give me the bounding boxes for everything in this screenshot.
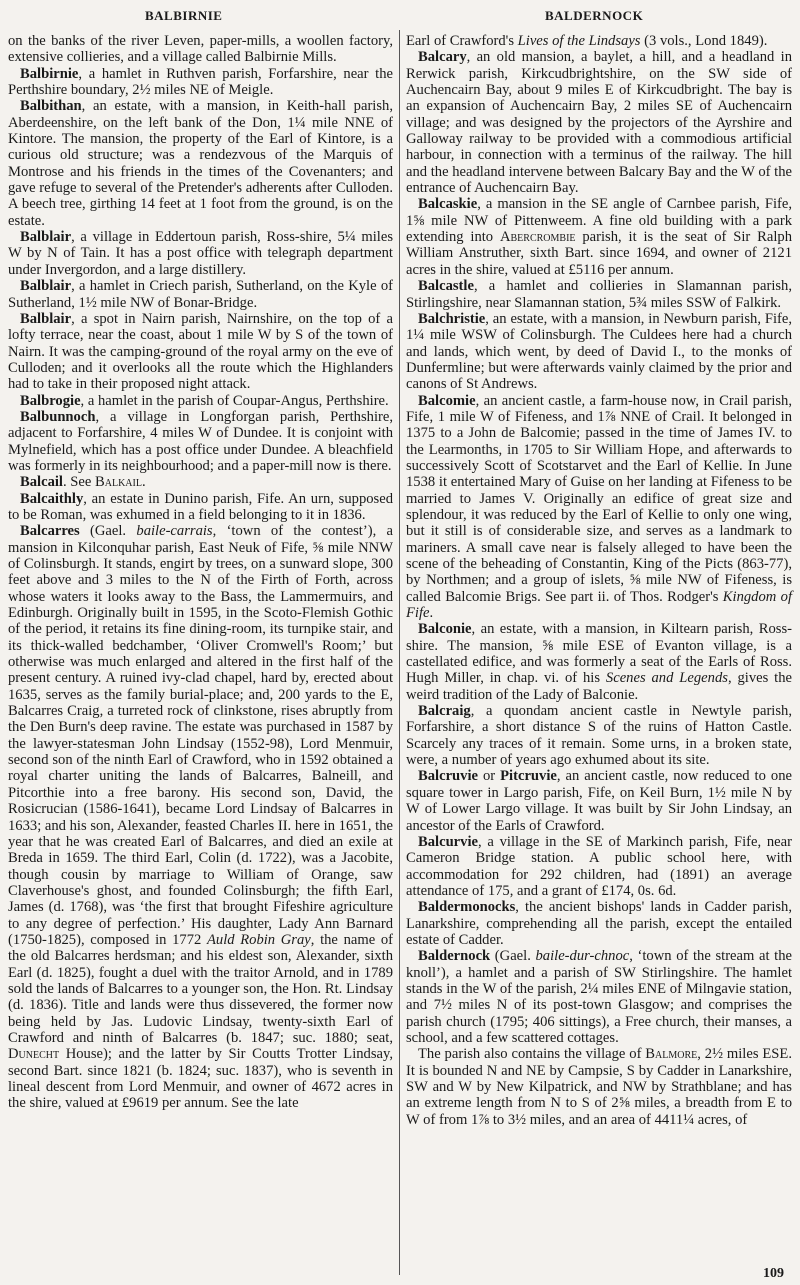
gazetteer-entry	[406, 393, 792, 622]
italic-text: baile-dur-chnoc	[535, 948, 630, 965]
entry-headword: Balcaskie	[418, 196, 478, 213]
entry-headword: Balcomie	[418, 392, 476, 409]
gazetteer-entry	[8, 278, 393, 311]
cross-reference: Dunecht	[8, 1046, 60, 1063]
entry-text: , a mansion in the SE angle of Carnbee parish, Fife, 1⅝ mile NW of Pittenweem. A fine old building with a park extending into	[406, 196, 792, 246]
entry-headword: Balcraig	[418, 703, 471, 720]
gazetteer-entry	[8, 409, 393, 474]
entry-text: , an estate in Dunino parish, Fife. An urn, supposed to be Roman, was exhumed in a field belonging to it in 1836.	[8, 490, 393, 523]
entry-text: (Gael.	[79, 523, 137, 540]
gazetteer-entry	[406, 703, 792, 768]
italic-text: Kingdom of Fife	[406, 588, 793, 622]
gazetteer-entry	[8, 393, 393, 409]
entry-text: The parish also contains the village of	[418, 1046, 646, 1063]
entry-text: , a village in Longforgan parish, Perthshire, adjacent to Forfarshire, 4 miles W of Dundee. It is conjoint with Mylnefield, which has a post office under Dundee. A bleachfield was formerly in its neighbourhood; and a paper-mill now is there.	[8, 408, 393, 474]
entry-text: parish, it is the seat of Sir Ralph William Anstruther, sixth Bart. since 1694, and owner of 2121 acres in the shire, valued at £5116 per annum.	[406, 229, 792, 278]
entry-headword: Balconie	[418, 621, 472, 638]
italic-text: Lives of the Lindsays	[517, 33, 641, 49]
entry-text: , a hamlet and collieries in Slamannan parish, Stirlingshire, near Slamannan station, 5¾ miles SSW of Falkirk.	[406, 278, 792, 311]
entry-text: , a quondam ancient castle in Newtyle parish, Forfarshire, a short distance S of the ruins of Hatton Castle. Scarcely any traces of it remain. Some urns, in a broken state, were, a number of years ago exhumed about its site.	[406, 703, 792, 769]
entry-headword: Balcaithly	[20, 490, 84, 507]
entry-headword: Balcurvie	[418, 833, 478, 850]
gazetteer-entry	[406, 311, 792, 393]
gazetteer-entry	[8, 311, 393, 393]
gazetteer-entry	[8, 66, 393, 99]
entry-text: , 2½ miles ESE. It is bounded N and NE by Campsie, S by Cadder in Lanarkshire, SW and W by New Kilpatrick, and NW by Strathblane; and has an extreme length from N to S of 2⅝ miles, a breadth from E to W of from 1⅞ to 3½ miles, and an area of 4411¼ acres, of	[406, 1046, 792, 1128]
entry-text: , the ancient bishops' lands in Cadder parish, Lanarkshire, comprehending all the parish, except the entailed estate of Cadder.	[406, 899, 792, 948]
right-column	[406, 33, 792, 1128]
cross-reference: Balkail	[95, 474, 142, 491]
gazetteer-entry	[8, 491, 393, 524]
entry-text: , the name of the old Balcarres herdsman; and his eldest son, Alexander, sixth Earl (d. 1825), fought a duel with the traitor Arnold, and in 1789 sold the lands of Balcarres to a younger son, the Hon. Rt. Lindsay (d. 1836). Title and lands were thus dissevered, the former now being held by Jas. Ludovic Lindsay, twenty-sixth Earl of Crawford and ninth of Balcarres (b. 1847; suc. 1880; seat,	[8, 931, 394, 1046]
entry-headword: Balcail	[20, 474, 63, 491]
gazetteer-entry	[406, 49, 792, 196]
entry-continuation	[406, 33, 792, 49]
entry-text: , an ancient castle, now reduced to one square tower in Largo parish, Fife, on Keil Burn, 1½ mile N by W of Lower Largo village. It was built by Sir John Lindsay, an ancestor of the Earls of Crawford.	[406, 768, 792, 834]
entry-headword: Balcarres	[20, 523, 80, 540]
entry-text: .	[141, 474, 146, 491]
entry-text: . See	[62, 474, 96, 491]
entry-text: , ‘town of the stream at the knoll’), a hamlet and a parish of SW Stirlingshire. The hamlet stands in the W of the parish, 2¼ miles ENE of Milngavie station, and 7½ miles N of its post-town Glasgow; and comprises the parish church (1795; 406 sittings), a Free church, their manses, a school, and a few scattered cottages.	[406, 948, 792, 1046]
gazetteer-entry	[406, 899, 792, 948]
entry-headword: Balblair	[20, 278, 72, 295]
entry-headword: Balblair	[20, 310, 72, 327]
entry-text: , a village in the SE of Markinch parish, Fife, near Cameron Bridge station. A public school here, with accommodation for 292 children, had (1891) an average attendance of 175, and a grant of £174, 0s. 6d.	[406, 833, 792, 899]
entry-text: , a hamlet in Criech parish, Sutherland, on the Kyle of Sutherland, 1½ mile NW of Bonar-Bridge.	[8, 278, 393, 311]
gazetteer-entry	[406, 1046, 792, 1128]
entry-text: , gives the weird tradition of the Lady of Balconie.	[406, 670, 792, 703]
entry-continuation	[8, 33, 393, 66]
cross-reference: Abercrombie	[499, 229, 576, 246]
entry-headword: Baldernock	[418, 948, 491, 965]
entry-text: , a hamlet in the parish of Coupar-Angus, Perthshire.	[80, 392, 389, 409]
entry-text: Earl of Crawford's	[406, 33, 518, 49]
entry-text: , an estate, with a mansion, in Kiltearn parish, Ross-shire. The mansion, ⅝ mile ESE of Evanton village, is a castellated edifice, and was formerly a seat of the Earls of Ross. Hugh Miller, in chap. vi. of his	[406, 621, 792, 687]
entry-headword: Balcary	[418, 49, 467, 66]
entry-text: (Gael.	[490, 948, 536, 965]
italic-text: baile-carrais	[136, 523, 213, 540]
entry-headword: Balblair	[20, 229, 72, 246]
gazetteer-entry	[406, 278, 792, 311]
gazetteer-entry	[8, 98, 393, 229]
entry-text: , a hamlet in Ruthven parish, Forfarshire, near the Perthshire boundary, 2½ miles NE of Meigle.	[8, 65, 393, 99]
entry-text: or	[478, 768, 501, 785]
gazetteer-entry	[406, 621, 792, 703]
running-header-left: BALBIRNIE	[145, 8, 223, 23]
page-number: 109	[763, 1266, 784, 1281]
entry-headword: Balchristie	[418, 310, 486, 327]
gazetteer-entry	[406, 834, 792, 899]
entry-text: , a village in Eddertoun parish, Ross-shire, 5¼ miles W by N of Tain. It has a post office with telegraph department under Invergordon, and a large distillery.	[8, 229, 393, 278]
entry-headword: Balbunnoch	[20, 408, 96, 425]
entry-text: , ‘town of the contest’), a mansion in Kilconquhar parish, East Neuk of Fife, ⅝ mile NNW of Colinsburgh. It stands, engirt by trees, on a sunward slope, 300 feet above and 3 miles to the N of the Firth of Forth, across whose waters it looks away to the Bass, the Lammermuirs, and Edinburgh. Originally built in 1595, in the Scoto-Flemish Gothic of the period, it retains its fine dining-room, its turnpike stair, and its thick-walled bedchamber, ‘Oliver Cromwell's Room;’ but otherwise was much enlarged and altered in the first half of the present century. A ruined ivy-clad chapel, hard by, erected about 1635, serves as the family burial-place; and, 200 yards to the E, Balcarres Craig, a turreted rock of clinkstone, rises abruptly from the Den Burn's deep ravine. The estate was purchased in 1587 by the lawyer-statesman John Lindsay (1552-98), Lord Menmuir, second son of the ninth Earl of Crawford, who in 1592 obtained a royal charter uniting the lands of Balcarres, Balneill, and Pitcorthie into a free barony. His second son, David, the Rosicrucian (1586-1641), became Lord Lindsay of Balcarres in 1633; and his son, Alexander, feasted Charles II. here in 1651, the year that he was created Earl of Balcarres, and died an exile at Breda in 1659. The third Earl, Colin (d. 1722), was a Jacobite, though cousin by marriage to William of Orange, saw Claverhouse's ghost, and founded Colinsburgh; the fifth Earl, James (d. 1768), was ‘the first that brought Fifeshire agriculture to any degree of perfection.’ His daughter, Lady Ann Barnard (1750-1825), composed in 1772	[8, 523, 393, 948]
entry-text: , a spot in Nairn parish, Nairnshire, on the top of a lofty terrace, near the coast, about 1 mile W by S of the town of Nairn. It was the camping-ground of the royal army on the eve of Culloden; and it overlooks all the route which the Highlanders had to take in their proposed night attack.	[8, 310, 393, 393]
gazetteer-entry	[8, 229, 393, 278]
running-header-right: BALDERNOCK	[545, 8, 644, 23]
entry-text: on the banks of the river Leven, paper-mills, a woollen factory, extensive collieries, and a village called Balbirnie Mills.	[8, 33, 393, 66]
entry-headword: Baldermonocks	[418, 899, 516, 916]
entry-text: .	[429, 605, 434, 622]
gazetteer-entry	[406, 948, 792, 1046]
entry-text: (3 vols., Lond 1849).	[640, 33, 768, 49]
column-divider	[399, 30, 400, 1275]
entry-headword: Balbirnie	[20, 65, 79, 82]
entry-text: , an estate, with a mansion, in Newburn parish, Fife, 1¼ mile WSW of Colinsburgh. The Culdees here had a church and lands, which went, by deed of David I., to the monks of Dunfermline; but were afterwards vainly claimed by the prior and canons of St Andrews.	[406, 310, 792, 393]
entry-headword: Pitcruvie	[500, 768, 557, 785]
italic-text: Auld Robin Gray	[207, 931, 311, 948]
left-column	[8, 33, 393, 1112]
entry-headword: Balbrogie	[20, 392, 81, 409]
gazetteer-entry	[406, 196, 792, 278]
italic-text: Scenes and Legends	[605, 670, 728, 687]
cross-reference: Balmore	[645, 1046, 698, 1063]
entry-text: , an old mansion, a baylet, a hill, and a headland in Rerwick parish, Kirkcudbrightshire, on the SW side of Auchencairn Bay, about 9 miles E of Kirkcudbright. The bay is an expansion of Auchencairn Bay, 2 miles SE of Auchencairn village; and was designed by the projectors of the Ayrshire and Galloway railway to be provided with a commodious artificial harbour, in connection with a terminus of the railway. The hill and the headland intervene between Balcary Bay and the W of the entrance of Auchencairn Bay.	[406, 49, 792, 197]
gazetteer-entry	[406, 768, 792, 833]
entry-text: , an ancient castle, a farm-house now, in Crail parish, Fife, 1 mile W of Fifeness, and 1⅞ NNE of Crail. It belonged in 1375 to a John de Balcomie; passed in the time of James IV. to the Learmonths, in 1705 to Sir William Hope, and afterwards to successively Scott of Scotstarvet and the Earl of Kellie. In June 1538 it entertained Mary of Guise on her landing at Fifeness to be married to James V. Originally an edifice of great size and splendour, it was reduced by the Earl of Kellie to only one wing, but it still is of considerable size, and serves as a landmark to mariners. A small cave near is falsely alleged to have been the scene of the beheading of Constantin, King of the Picts (863-77), by Northmen; and a group of islets, ⅝ mile NW of Fifeness, is called Balcomie Brigs. See part ii. of Thos. Rodger's	[406, 392, 792, 605]
entry-headword: Balcastle	[418, 278, 474, 295]
entry-headword: Balbithan	[20, 98, 82, 115]
entry-text: , an estate, with a mansion, in Keith-hall parish, Aberdeenshire, on the left bank of the Don, 1¼ mile NNE of Kintore. The mansion, the property of the Earl of Kintore, is a curious old structure; was a rendezvous of the Marquis of Montrose and his friends in the times of the Covenanters; and gave refuge to several of the Pretender's adherents after Culloden. A beech tree, girthing 14 feet at 1 foot from the ground, is on the estate.	[8, 98, 393, 229]
gazetteer-entry	[8, 474, 393, 490]
gazetteer-entry	[8, 523, 393, 1111]
entry-text: House); and the latter by Sir Coutts Trotter Lindsay, second Bart. since 1821 (b. 1824; suc. 1837), who is seventh in lineal descent from Lord Menmuir, and owner of 4672 acres in the shire, valued at £9619 per annum. See the late	[8, 1046, 393, 1112]
entry-headword: Balcruvie	[418, 768, 478, 785]
